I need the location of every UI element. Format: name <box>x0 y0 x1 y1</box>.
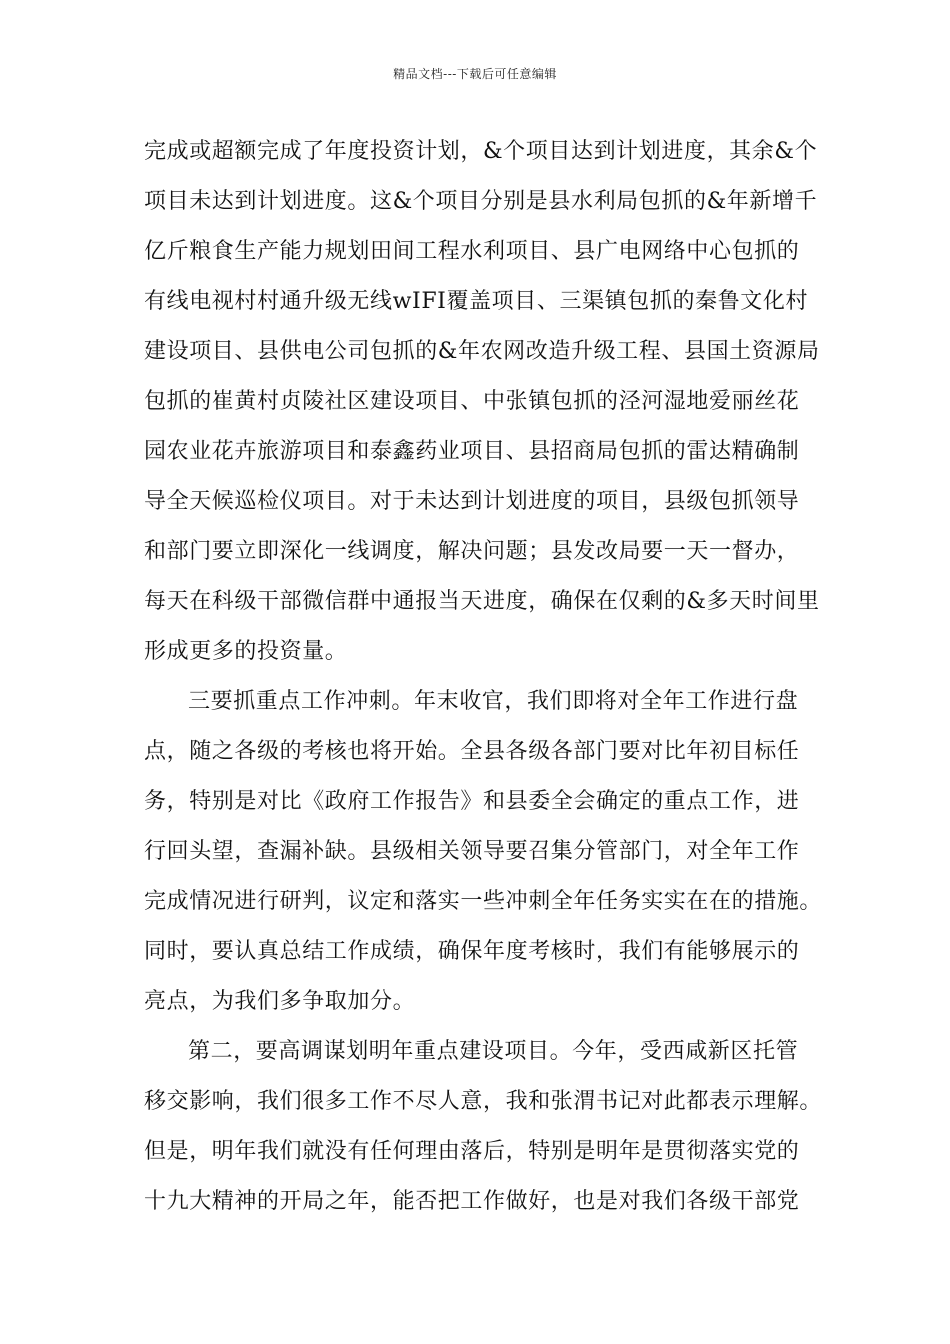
text-line: 形成更多的投资量。 <box>144 639 348 664</box>
text-line: 亮点，为我们多争取加分。 <box>144 989 416 1014</box>
text-line: 园农业花卉旅游项目和泰鑫药业项目、县招商局包抓的雷达精确制 <box>144 439 800 464</box>
text-line: 亿斤粮食生产能力规划田间工程水利项目、县广电网络中心包抓的 <box>144 239 800 264</box>
paragraph-start-line: 第二，要高调谋划明年重点建设项目。今年，受西咸新区托管 <box>188 1039 799 1064</box>
text-line: 点，随之各级的考核也将开始。全县各级各部门要对比年初目标任 <box>144 739 800 764</box>
document-body <box>144 127 823 1227</box>
text-line: 导全天候巡检仪项目。对于未达到计划进度的项目，县级包抓领导 <box>144 489 800 514</box>
text-line: 建设项目、县供电公司包抓的&年农网改造升级工程、县国土资源局 <box>144 339 820 364</box>
page-header: 精品文档---下载后可任意编辑 <box>393 67 557 81</box>
text-line: 移交影响，我们很多工作不尽人意，我和张渭书记对此都表示理解。 <box>144 1089 823 1114</box>
text-line: 包抓的崔黄村贞陵社区建设项目、中张镇包抓的泾河湿地爱丽丝花 <box>144 389 800 414</box>
text-line: 但是，明年我们就没有任何理由落后，特别是明年是贯彻落实党的 <box>144 1139 800 1164</box>
paragraph-start-line: 三要抓重点工作冲刺。年末收官，我们即将对全年工作进行盘 <box>188 689 799 714</box>
text-line: 每天在科级干部微信群中通报当天进度，确保在仅剩的&多天时间里 <box>144 589 820 614</box>
text-line: 同时，要认真总结工作成绩，确保年度考核时，我们有能够展示的 <box>144 939 800 964</box>
text-line: 务，特别是对比《政府工作报告》和县委全会确定的重点工作，进 <box>144 789 800 814</box>
text-line: 和部门要立即深化一线调度，解决问题；县发改局要一天一督办， <box>144 539 800 564</box>
text-line: 行回头望，查漏补缺。县级相关领导要召集分管部门，对全年工作 <box>144 839 800 864</box>
text-line: 完成或超额完成了年度投资计划，&个项目达到计划进度，其余&个 <box>144 139 818 164</box>
text-line: 完成情况进行研判，议定和落实一些冲刺全年任务实实在在的措施。 <box>144 889 823 914</box>
text-line: 十九大精神的开局之年，能否把工作做好，也是对我们各级干部党 <box>144 1189 800 1214</box>
text-line: 有线电视村村通升级无线wIFI覆盖项目、三渠镇包抓的秦鲁文化村 <box>144 289 809 314</box>
text-line: 项目未达到计划进度。这&个项目分别是县水利局包抓的&年新增千 <box>144 189 818 214</box>
